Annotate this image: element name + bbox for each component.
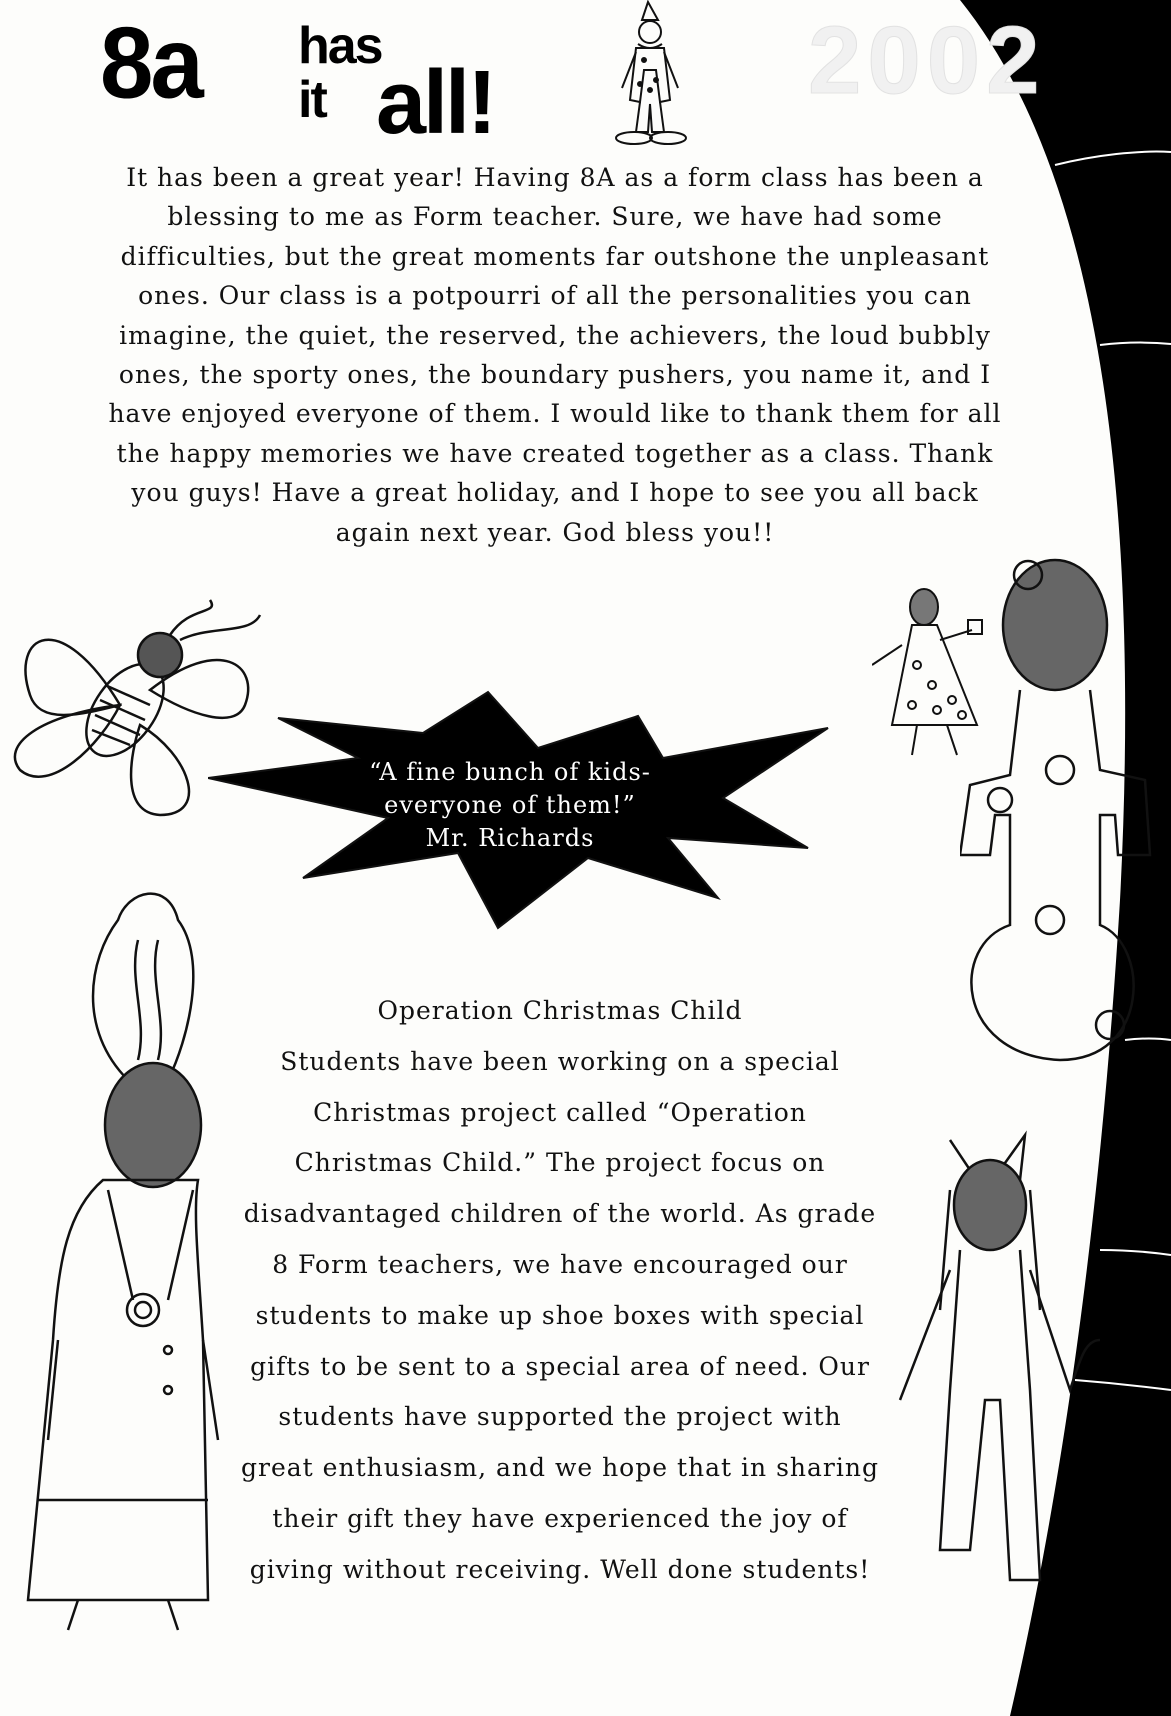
title-8a: 8a (100, 7, 201, 120)
year-watermark: 2002 (808, 7, 1046, 114)
robed-figure-drawing (18, 880, 238, 1640)
operation-christmas-child-article (240, 986, 880, 1596)
title-all: all! (376, 53, 495, 153)
title-it: it (298, 71, 326, 129)
quote-line-1: “A fine bunch of kids- (369, 758, 651, 786)
title-has: has (298, 17, 382, 75)
teacher-quote (360, 756, 660, 855)
clown-drawing (600, 0, 700, 155)
quote-line-2: everyone of them!” (384, 791, 636, 819)
quote-author: Mr. Richards (425, 824, 595, 852)
cat-girl-drawing (880, 1130, 1100, 1610)
flower-figure-drawing (960, 555, 1160, 1065)
article-title: Operation Christmas Child (377, 996, 743, 1025)
intro-paragraph: It has been a great year! Having 8A as a form class has been a blessing to me as Form teacher. Sure, we have had some difficulties, but the great moments far outshone the unpleasant ones. Our class is a potpourri of all the personalities you can imagine, the quiet, the reserved, the achievers, the loud bubbly ones, the sporty ones, the boundary pushers, you name it, and I have enjoyed everyone of them. I would like to thank them for all the happy memories we have created together as a class. Thank you guys! Have a great holiday, and I hope to see you all back again next year. God bless you!! (108, 163, 1002, 547)
article-body: Students have been working on a special Christmas project called “Operation Christmas Child.” The project focus on disadvantaged children of the world. As grade 8 Form teachers, we have encouraged our students to make up shoe boxes with special gifts to be sent to a special area of need. Our students have supported the project with great enthusiasm, and we hope that in sharing their gift they have experienced the joy of giving without receiving. Well done students! (241, 1046, 879, 1584)
